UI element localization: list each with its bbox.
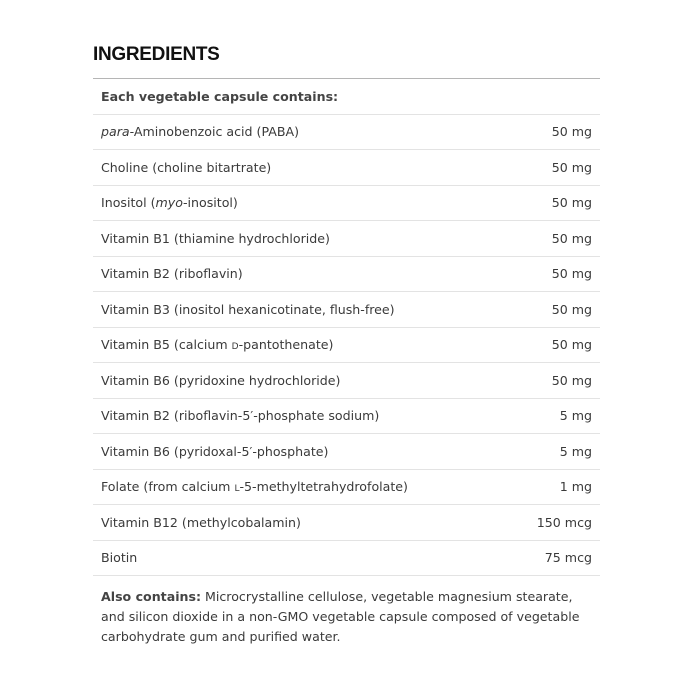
- ingredient-name-part: Vitamin B6 (pyridoxine hydrochloride): [101, 372, 341, 388]
- ingredient-name: [101, 444, 328, 459]
- ingredient-amount: 50 mg: [551, 372, 592, 388]
- ingredient-name-part: Vitamin B5 (calcium: [101, 337, 232, 353]
- ingredient-name: [101, 337, 333, 352]
- ingredient-name-part: Inositol (: [101, 195, 156, 211]
- table-row: [93, 186, 600, 222]
- table-row: [93, 328, 600, 364]
- ingredient-name-part: Vitamin B2 (riboflavin): [101, 266, 243, 282]
- ingredients-panel: [93, 40, 600, 647]
- table-row: [93, 541, 600, 577]
- ingredient-amount: 5 mg: [559, 408, 592, 424]
- ingredient-amount: 50 mg: [551, 124, 592, 140]
- ingredient-name-part: -inositol): [182, 195, 238, 211]
- ingredient-amount: 5 mg: [559, 443, 592, 459]
- ingredient-amount: 50 mg: [551, 195, 592, 211]
- ingredient-name-part: -5-methyltetrahydrofolate): [239, 479, 408, 495]
- ingredient-name-part: Choline (choline bitartrate): [101, 159, 272, 175]
- ingredient-table: [93, 115, 600, 577]
- ingredient-name-part: -Aminobenzoic acid (PABA): [129, 124, 300, 140]
- ingredient-name: [101, 195, 238, 210]
- ingredient-name: [101, 266, 243, 281]
- table-header-label: Each vegetable capsule contains:: [101, 88, 339, 104]
- also-contains-label: Also contains:: [101, 589, 202, 604]
- ingredient-amount: 150 mcg: [536, 514, 592, 530]
- ingredient-amount: 50 mg: [551, 266, 592, 282]
- page-title: INGREDIENTS: [93, 44, 220, 65]
- table-row: [93, 257, 600, 293]
- table-row: [93, 115, 600, 151]
- ingredient-name-part: Vitamin B6 (pyridoxal-5′-phosphate): [101, 443, 329, 459]
- ingredient-name: [101, 550, 137, 565]
- table-row: [93, 221, 600, 257]
- ingredient-name-part: Vitamin B12 (methylcobalamin): [101, 514, 301, 530]
- ingredient-name-part: Vitamin B2 (riboflavin-5′-phosphate sodium): [101, 408, 380, 424]
- table-row: [93, 434, 600, 470]
- ingredient-name: [101, 373, 340, 388]
- ingredient-name-part: para: [101, 124, 130, 140]
- ingredient-name: [101, 408, 379, 423]
- ingredient-amount: 50 mg: [551, 337, 592, 353]
- table-row: [93, 470, 600, 506]
- ingredient-name-part: Folate (from calcium: [101, 479, 235, 495]
- ingredient-name-part: -pantothenate): [238, 337, 334, 353]
- ingredient-name-part: myo: [155, 195, 183, 211]
- ingredient-amount: 50 mg: [551, 301, 592, 317]
- ingredient-amount: 50 mg: [551, 159, 592, 175]
- ingredient-name: [101, 302, 395, 317]
- ingredient-name-part: Vitamin B1 (thiamine hydrochloride): [101, 230, 330, 246]
- ingredient-amount: 1 mg: [559, 479, 592, 495]
- ingredient-name-part: d: [231, 337, 239, 353]
- table-row: [93, 505, 600, 541]
- ingredient-name-part: l: [234, 479, 240, 495]
- ingredient-name-part: Vitamin B3 (inositol hexanicotinate, flush-free): [101, 301, 395, 317]
- ingredient-name-part: Biotin: [101, 550, 138, 566]
- ingredient-name: [101, 160, 271, 175]
- also-contains-text: Microcrystalline cellulose, vegetable magnesium stearate, and silicon dioxide in a non-GMO vegetable capsule composed of vegetable carbohydrate gum and purified water.: [101, 589, 580, 644]
- table-row: [93, 363, 600, 399]
- ingredient-name: [101, 231, 330, 246]
- ingredient-amount: 50 mg: [551, 230, 592, 246]
- ingredient-amount: 75 mcg: [544, 550, 592, 566]
- table-header: [93, 79, 600, 115]
- table-row: [93, 292, 600, 328]
- table-row: [93, 150, 600, 186]
- table-row: [93, 399, 600, 435]
- ingredient-name: [101, 515, 301, 530]
- ingredient-name: [101, 124, 299, 139]
- ingredient-name: [101, 479, 408, 494]
- also-contains: [93, 576, 600, 647]
